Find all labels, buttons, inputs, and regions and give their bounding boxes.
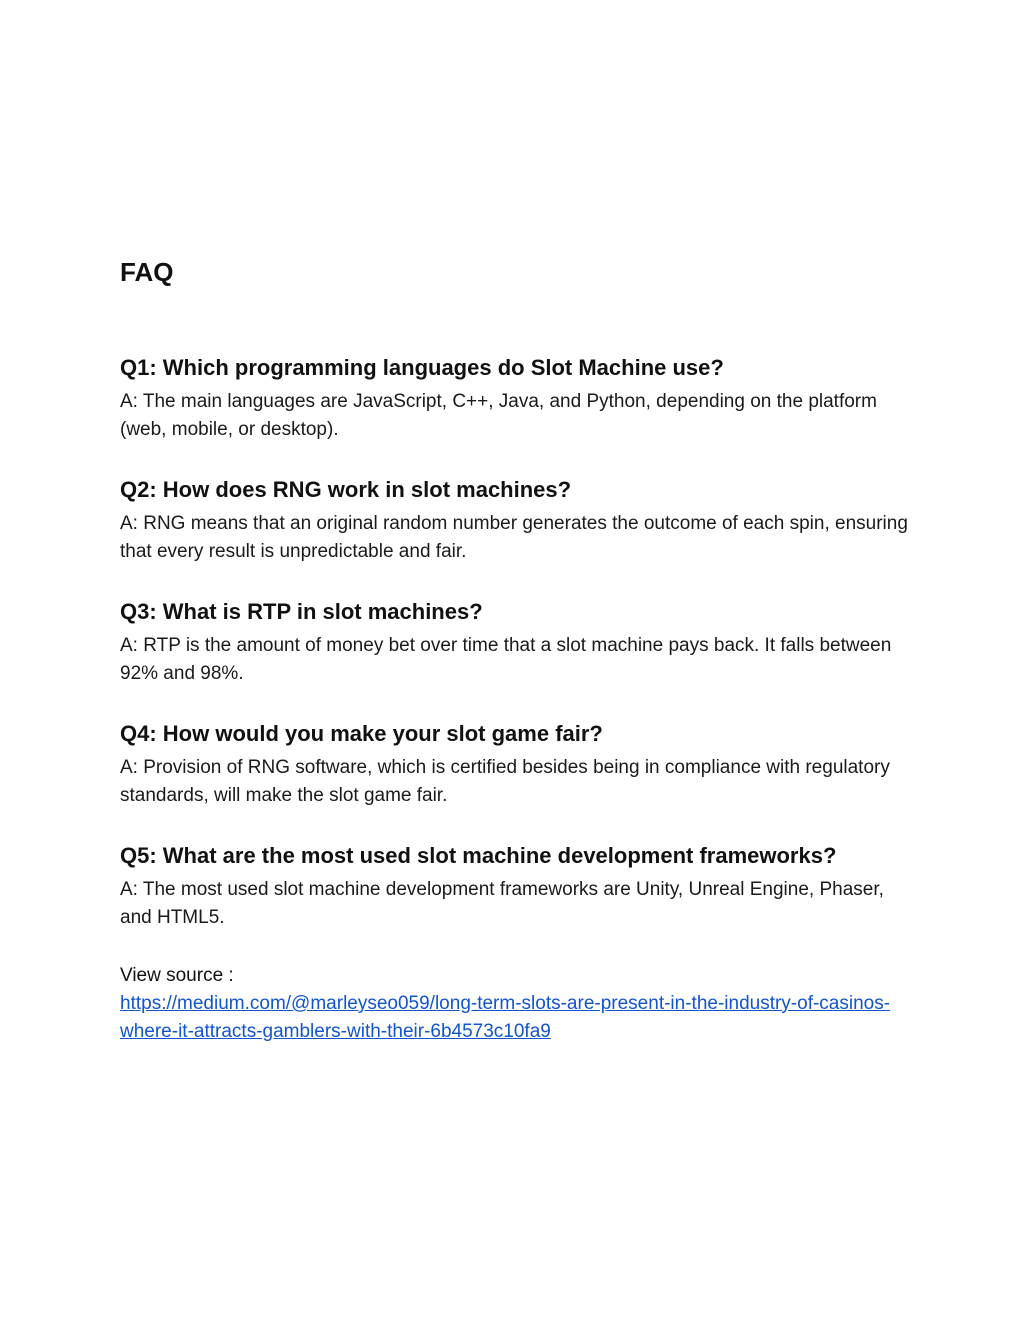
- faq-answer: A: Provision of RNG software, which is certified besides being in compliance with regulatory standards, will make the slot game fair.: [120, 757, 890, 806]
- faq-question: Q4: How would you make your slot game fair?: [120, 721, 603, 746]
- faq-answer: A: The main languages are JavaScript, C++, Java, and Python, depending on the platform (web, mobile, or desktop).: [120, 391, 877, 440]
- faq-item-3: [120, 596, 910, 688]
- faq-item-2: [120, 474, 910, 566]
- page-title: FAQ: [120, 257, 174, 287]
- faq-item-1: [120, 352, 910, 444]
- source-block: [120, 962, 910, 1046]
- faq-question: Q2: How does RNG work in slot machines?: [120, 477, 572, 502]
- faq-answer: A: RTP is the amount of money bet over time that a slot machine pays back. It falls between 92% and 98%.: [120, 635, 892, 684]
- document-page: [120, 252, 910, 1046]
- faq-list: [120, 352, 910, 932]
- faq-answer: A: RNG means that an original random number generates the outcome of each spin, ensuring that every result is unpredictable and fair.: [120, 513, 908, 562]
- faq-question: Q3: What is RTP in slot machines?: [120, 599, 483, 624]
- faq-item-4: [120, 718, 910, 810]
- faq-item-5: [120, 840, 910, 932]
- source-link[interactable]: https://medium.com/@marleyseo059/long-term-slots-are-present-in-the-industry-of-casinos-where-it-attracts-gamblers-with-their-6b4573c10fa9: [120, 993, 891, 1042]
- faq-answer: A: The most used slot machine development frameworks are Unity, Unreal Engine, Phaser, and HTML5.: [120, 879, 884, 928]
- faq-question: Q1: Which programming languages do Slot Machine use?: [120, 355, 724, 380]
- faq-question: Q5: What are the most used slot machine development frameworks?: [120, 843, 837, 868]
- source-label: View source :: [120, 965, 234, 986]
